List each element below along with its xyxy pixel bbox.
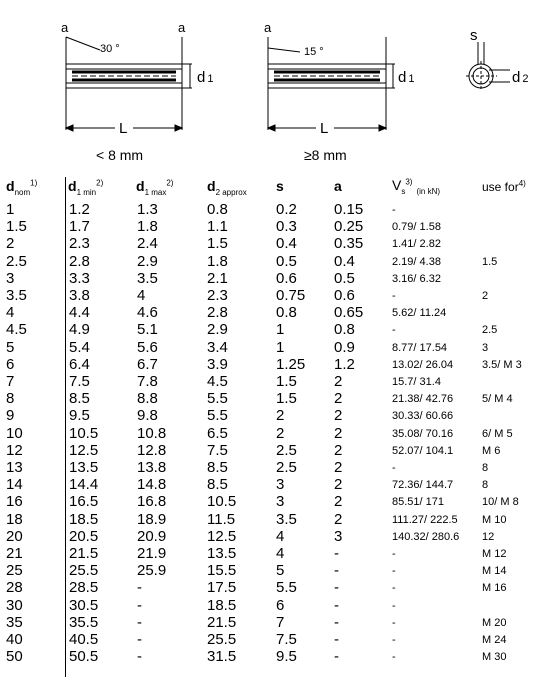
cell-dnom: 10 [6, 424, 23, 442]
cell-vs: - [392, 290, 396, 302]
cell-a: - [334, 596, 339, 614]
cell-a: 0.65 [334, 304, 364, 322]
cell-d1min: 16.5 [69, 493, 99, 511]
caption-left: < 8 mm [96, 147, 144, 163]
cell-a: 0.8 [334, 321, 355, 339]
d1-label-middle: d 1 [398, 69, 415, 86]
cell-d1max: 12.8 [137, 441, 167, 459]
cell-a: 0.9 [334, 338, 355, 356]
cell-use: M 6 [482, 444, 501, 457]
cell-dnom: 30 [6, 596, 23, 614]
cell-d1min: 3.3 [69, 269, 90, 287]
cell-a: 3 [334, 527, 343, 545]
cell-s: 4 [276, 545, 285, 562]
cell-dnom: 13 [6, 459, 23, 476]
length-label-left: L [119, 120, 128, 137]
cell-d2: 2.3 [207, 287, 228, 304]
cell-vs: 8.77/ 17.54 [392, 341, 448, 354]
cell-d1max: - [137, 613, 142, 631]
cell-a: 2 [334, 407, 343, 425]
cell-d1min: 2.3 [69, 235, 90, 253]
cell-a: 2 [334, 373, 343, 390]
cell-d2: 1.8 [207, 252, 228, 270]
header-d1-max: $d_{1 max}^{2)}$ [136, 178, 174, 197]
cell-vs: 3.16/ 6.32 [392, 272, 441, 285]
cell-a: - [334, 613, 339, 631]
cell-a: 0.5 [334, 269, 355, 287]
header-dnom: $d_{nom}^{1)}$ [6, 178, 38, 197]
cell-a: 1.2 [334, 355, 355, 373]
cell-d1max: 8.8 [137, 390, 158, 408]
header-d1-min: $d_{1 min}^{2)}$ [68, 178, 104, 197]
cell-vs: 72.36/ 144.7 [392, 479, 454, 492]
cell-a: - [334, 579, 339, 597]
cell-d2: 1.5 [207, 235, 228, 253]
cell-d2: 12.5 [207, 527, 237, 545]
cell-use: M 24 [482, 634, 507, 646]
cell-a: 2 [334, 493, 343, 511]
cell-s: 3 [276, 476, 285, 494]
cell-d2: 0.8 [207, 201, 228, 218]
cell-d2: 5.5 [207, 390, 228, 408]
cell-use: 10/ M 8 [482, 496, 519, 509]
cell-d2: 17.5 [207, 579, 237, 597]
cell-d1min: 28.5 [69, 579, 99, 597]
cell-s: 2.5 [276, 441, 297, 459]
cell-d1max: 18.9 [137, 510, 167, 528]
cell-vs: 35.08/ 70.16 [392, 427, 454, 440]
cell-d1max: - [137, 596, 142, 614]
cell-d1min: 21.5 [69, 545, 99, 562]
cell-a: 0.25 [334, 218, 364, 236]
cell-a: - [334, 562, 339, 580]
cell-use: 2.5 [482, 324, 498, 337]
angle-label-large: 15 ° [304, 46, 324, 58]
a-label-left-1: a [61, 20, 69, 35]
cell-vs: 140.32/ 280.6 [392, 530, 460, 543]
cell-vs: 15.7/ 31.4 [392, 376, 441, 388]
cell-dnom: 4 [6, 304, 15, 322]
cell-dnom: 40 [6, 631, 23, 648]
cell-dnom: 21 [6, 545, 23, 562]
cell-s: 1 [276, 338, 285, 356]
cell-d1min: 4.4 [69, 304, 90, 322]
cell-s: 5.5 [276, 579, 297, 597]
cell-d2: 2.8 [207, 304, 228, 322]
cell-d1max: 4.6 [137, 304, 158, 322]
cell-d1min: 6.4 [69, 355, 90, 373]
cell-d1max: 25.9 [137, 562, 167, 580]
cell-dnom: 25 [6, 562, 23, 580]
cell-s: 0.3 [276, 218, 297, 236]
cell-use: 12 [482, 530, 495, 543]
cell-d1max: - [137, 648, 142, 666]
cell-use: 8 [482, 479, 489, 492]
cell-s: 0.75 [276, 287, 306, 304]
cell-dnom: 35 [6, 613, 23, 631]
header-d2-approx: $d_{2 approx}$ [207, 178, 247, 197]
cell-dnom: 5 [6, 338, 15, 356]
angle-label-small: 30 ° [100, 43, 120, 55]
cell-d2: 6.5 [207, 424, 228, 442]
cell-d2: 31.5 [207, 648, 237, 666]
cell-use: M 14 [482, 565, 507, 578]
cell-d1min: 2.8 [69, 252, 90, 270]
cell-d1max: 21.9 [137, 545, 167, 562]
cell-s: 4 [276, 527, 285, 545]
cell-vs: 30.33/ 60.66 [392, 410, 454, 423]
cell-d2: 10.5 [207, 493, 237, 511]
a-label-middle: a [264, 20, 272, 35]
cell-d1min: 35.5 [69, 613, 99, 631]
caption-middle: ≥8 mm [304, 147, 347, 163]
cell-dnom: 2 [6, 235, 15, 253]
cell-dnom: 28 [6, 579, 23, 597]
cell-vs: 85.51/ 171 [392, 496, 444, 509]
cell-vs: 21.38/ 42.76 [392, 393, 454, 406]
cell-vs: 0.79/ 1.58 [392, 221, 441, 234]
cell-d1max: 3.5 [137, 269, 158, 287]
cell-s: 7 [276, 613, 285, 631]
cell-d1min: 14.4 [69, 476, 99, 494]
cell-d2: 21.5 [207, 613, 237, 631]
cell-vs: - [392, 204, 396, 216]
cell-vs: - [392, 548, 396, 560]
cell-use: M 20 [482, 616, 507, 629]
cell-a: 2 [334, 424, 343, 442]
cell-s: 1 [276, 321, 285, 339]
cell-d1min: 30.5 [69, 596, 99, 614]
cell-s: 2 [276, 407, 285, 425]
cell-dnom: 18 [6, 510, 23, 528]
cell-d1max: 1.3 [137, 201, 158, 218]
cell-d2: 8.5 [207, 459, 228, 476]
cell-d1min: 7.5 [69, 373, 90, 390]
cell-dnom: 3 [6, 269, 15, 287]
cell-dnom: 8 [6, 390, 15, 408]
cell-d2: 18.5 [207, 596, 237, 614]
header-s: s [276, 178, 284, 194]
cell-d1max: 2.9 [137, 252, 158, 270]
d2-label-right: d 2 [512, 69, 529, 86]
cell-use: M 12 [482, 548, 507, 560]
cell-a: 0.4 [334, 252, 355, 270]
cell-vs: 111.27/ 222.5 [392, 513, 458, 526]
cell-d1max: 4 [137, 287, 146, 304]
cell-s: 1.25 [276, 355, 306, 373]
cell-vs: 2.19/ 4.38 [392, 255, 441, 268]
cell-dnom: 14 [6, 476, 23, 494]
cell-vs: - [392, 324, 396, 337]
cell-use: M 16 [482, 582, 507, 595]
cell-dnom: 12 [6, 441, 23, 459]
cell-d1max: 20.9 [137, 527, 167, 545]
cell-dnom: 6 [6, 355, 15, 373]
cell-s: 5 [276, 562, 285, 580]
cell-d2: 11.5 [207, 510, 236, 528]
cell-vs: - [392, 634, 396, 646]
cell-d1max: 16.8 [137, 493, 167, 511]
cell-dnom: 2.5 [6, 252, 27, 270]
cell-vs: - [392, 651, 396, 664]
cell-s: 1.5 [276, 390, 297, 408]
cell-use: 3.5/ M 3 [482, 358, 522, 371]
cell-dnom: 16 [6, 493, 23, 511]
cell-a: 0.35 [334, 235, 364, 253]
cell-a: 2 [334, 459, 343, 476]
length-label-middle: L [320, 120, 329, 137]
cell-use: M 10 [482, 513, 507, 526]
cell-d1min: 12.5 [69, 441, 99, 459]
cell-a: 2 [334, 510, 343, 528]
cell-d1min: 5.4 [69, 338, 90, 356]
cell-dnom: 50 [6, 648, 23, 666]
cell-d1min: 1.2 [69, 201, 90, 218]
cell-s: 6 [276, 596, 285, 614]
cell-a: - [334, 545, 339, 562]
cell-d1min: 20.5 [69, 527, 99, 545]
cell-dnom: 9 [6, 407, 15, 425]
cell-vs: 1.41/ 2.82 [392, 238, 441, 251]
header-use-for: use for$^{4)}$ [482, 179, 526, 194]
cell-d1max: 6.7 [137, 355, 158, 373]
cell-d1max: 10.8 [137, 424, 167, 442]
cell-d1min: 8.5 [69, 390, 90, 408]
cell-s: 0.2 [276, 201, 297, 218]
cell-use: 2 [482, 290, 489, 302]
cell-s: 9.5 [276, 648, 297, 666]
cell-use: 5/ M 4 [482, 393, 513, 406]
cell-d1max: 7.8 [137, 373, 158, 390]
cell-use: 3 [482, 341, 489, 354]
cell-d1max: 5.6 [137, 338, 158, 356]
cell-d2: 5.5 [207, 407, 228, 425]
cell-dnom: 20 [6, 527, 23, 545]
cell-d1max: 14.8 [137, 476, 167, 494]
cell-d2: 3.4 [207, 338, 228, 356]
cell-d1min: 9.5 [69, 407, 90, 425]
cell-vs: - [392, 599, 396, 612]
cell-d1max: - [137, 631, 142, 648]
cell-s: 3.5 [276, 510, 297, 528]
cell-s: 0.4 [276, 235, 297, 253]
header-vs: $V_s^{3)}_{(in kN)}$ [392, 177, 441, 196]
cell-d1min: 13.5 [69, 459, 99, 476]
cell-use: M 30 [482, 651, 507, 664]
cell-a: 0.15 [334, 201, 364, 218]
cell-d2: 7.5 [207, 441, 228, 459]
cell-dnom: 7 [6, 373, 15, 390]
cell-vs: 52.07/ 104.1 [392, 444, 454, 457]
cell-use: 1.5 [482, 255, 498, 268]
cell-d1min: 25.5 [69, 562, 99, 580]
cell-s: 0.6 [276, 269, 297, 287]
cell-d2: 1.1 [207, 218, 228, 236]
cell-d1min: 4.9 [69, 321, 90, 339]
s-label-right: s [470, 27, 478, 44]
cell-d1max: 2.4 [137, 235, 158, 253]
cell-d1max: 13.8 [137, 459, 167, 476]
cell-d1max: - [137, 579, 142, 597]
cell-dnom: 1.5 [6, 218, 27, 236]
cell-s: 0.8 [276, 304, 297, 322]
cell-d2: 2.9 [207, 321, 228, 339]
cell-dnom: 4.5 [6, 321, 27, 339]
cell-d2: 3.9 [207, 355, 228, 373]
cell-a: - [334, 631, 339, 648]
cell-d1min: 1.7 [69, 218, 90, 236]
cell-dnom: 3.5 [6, 287, 27, 304]
cell-s: 1.5 [276, 373, 297, 390]
header-a: a [334, 178, 342, 194]
d1-label-left: d 1 [197, 69, 214, 86]
cell-a: 0.6 [334, 287, 355, 304]
cell-d1min: 40.5 [69, 631, 99, 648]
cell-d1max: 5.1 [137, 321, 158, 339]
cell-d2: 25.5 [207, 631, 237, 648]
cell-d2: 8.5 [207, 476, 228, 494]
cell-d1max: 9.8 [137, 407, 158, 425]
cell-vs: - [392, 565, 396, 578]
cell-vs: - [392, 582, 396, 595]
cell-a: 2 [334, 441, 343, 459]
cell-s: 2 [276, 424, 285, 442]
cell-use: 6/ M 5 [482, 427, 513, 440]
cell-d1min: 3.8 [69, 287, 90, 304]
cell-d1min: 18.5 [69, 510, 99, 528]
cell-d2: 13.5 [207, 545, 237, 562]
cell-d1max: 1.8 [137, 218, 158, 236]
cell-vs: 13.02/ 26.04 [392, 358, 454, 371]
cell-s: 0.5 [276, 252, 297, 270]
cell-vs: - [392, 616, 396, 629]
cell-a: - [334, 648, 339, 666]
cell-s: 3 [276, 493, 285, 511]
cell-use: 8 [482, 462, 489, 474]
cell-vs: 5.62/ 11.24 [392, 307, 447, 320]
cell-a: 2 [334, 476, 343, 494]
cell-d2: 2.1 [207, 269, 228, 287]
cell-vs: - [392, 462, 396, 474]
cell-s: 7.5 [276, 631, 297, 648]
cell-d1min: 50.5 [69, 648, 99, 666]
cell-d2: 4.5 [207, 373, 228, 390]
cell-s: 2.5 [276, 459, 297, 476]
column-divider [65, 177, 66, 677]
cell-a: 2 [334, 390, 343, 408]
cell-dnom: 1 [6, 201, 15, 218]
cell-d1min: 10.5 [69, 424, 99, 442]
a-label-left-2: a [178, 20, 186, 35]
cell-d2: 15.5 [207, 562, 237, 580]
